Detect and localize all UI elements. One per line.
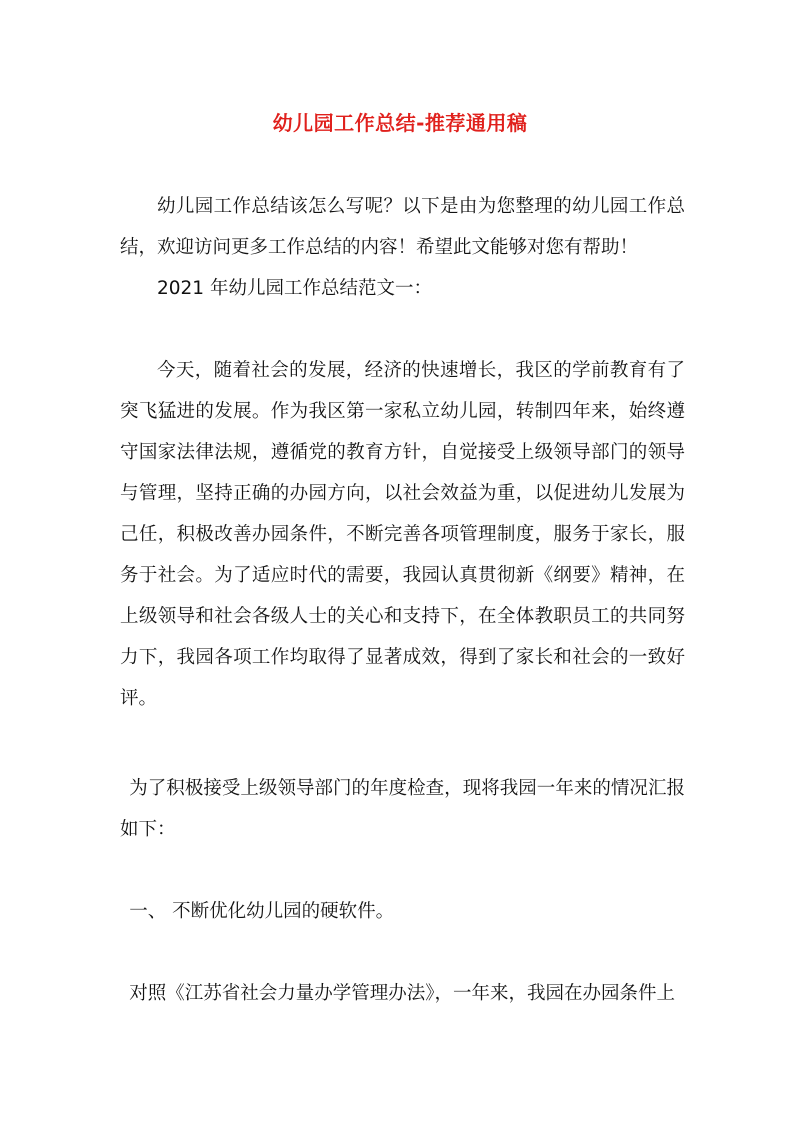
document-title: 幼儿园工作总结-推荐通用稿 <box>272 111 528 135</box>
body-paragraph-main: 今天，随着社会的发展，经济的快速增长，我区的学前教育有了突飞猛进的发展。作为我区第一家私立幼儿园，转制四年来，始终遵守国家法律法规，遵循党的教育方针，自觉接受上级领导部门的领导与管理，坚持正确的办园方向，以社会效益为重，以促进幼儿发展为己任，积极改善办园条件，不断完善各项管理制度，服务于家长，服务于社会。为了适应时代的需要，我园认真贯彻新《纲要》精神，在上级领导和社会各级人士的关心和支持下，在全体教职员工的共同努力下，我园各项工作均取得了显著成效，得到了家长和社会的一致好评。 <box>120 360 685 709</box>
intro-paragraph: 幼儿园工作总结该怎么写呢？以下是由为您整理的幼儿园工作总结，欢迎访问更多工作总结的内容！希望此文能够对您有帮助！ <box>120 196 685 258</box>
sample-heading: 2021 年幼儿园工作总结范文一： <box>157 278 432 299</box>
section-paragraph-1: 对照《江苏省社会力量办学管理办法》，一年来，我园在办园条件上 <box>129 983 676 1004</box>
section-heading-1: 一、 不断优化幼儿园的硬软件。 <box>129 901 395 922</box>
report-intro-paragraph: 为了积极接受上级领导部门的年度检查，现将我园一年来的情况汇报如下： <box>120 778 685 840</box>
